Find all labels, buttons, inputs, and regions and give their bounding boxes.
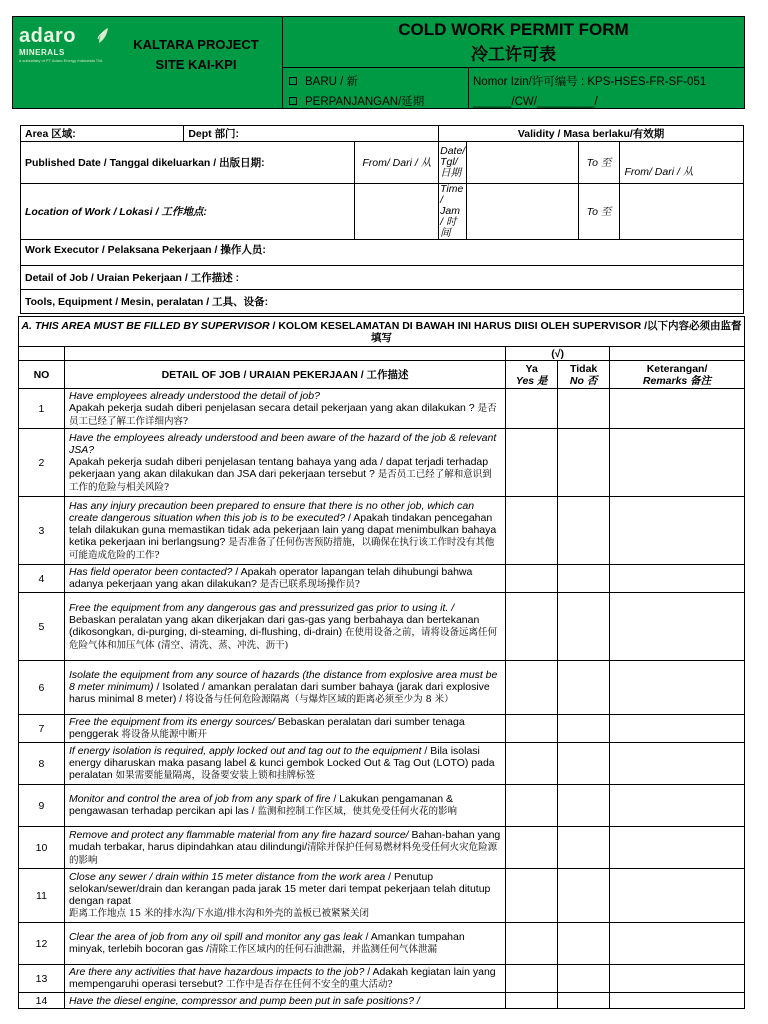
row-desc-id: Apakah pekerja sudah diberi penjelasan tentang bahaya yang ada / dapat terjadi terhadap pekerjaan yang akan dilakukan dan JSA dari pekerjaan tersebut ? [68,455,489,480]
row-desc-cn: 监测和控制工作区域，使其免受任何火花的影响 [257,806,458,817]
logo-tagline: a subsidiary of PT Adaro Energy Indonesia Tbk [19,58,103,63]
option-new-label: BARU / 新 [305,76,359,88]
checkbox-new[interactable] [289,77,297,85]
row-desc-en: Has field operator been contacted? [68,566,233,578]
row-number: 9 [19,785,65,827]
row-number: 4 [19,565,65,593]
row-description [64,429,505,497]
no-cell[interactable] [558,389,610,429]
row-number: 2 [19,429,65,497]
time-field[interactable] [467,184,578,240]
col-remarks-header [610,361,745,389]
row-desc-id: / Amankan tumpahan minyak, terlebih bocoran gas / [68,931,465,955]
published-date-label: Published Date / Tanggal dikeluarkan / 出版日期: [21,142,355,184]
yes-cell[interactable] [506,827,558,869]
to-label-2: To 至 [578,184,620,240]
row-description [64,497,505,565]
leaf-icon [97,27,109,45]
row-description [64,389,505,429]
col-no-answer-header [558,361,610,389]
detail-of-job-field[interactable]: Detail of Job / Uraian Pekerjaan / 工作描述 : [21,266,744,290]
row-description [64,593,505,661]
time-label: Time / Jam / 时间 [439,184,467,240]
row-desc-id: / Lakukan pengamanan & pengawasan terhadap percikan api las / [68,793,454,817]
remarks-cell[interactable] [610,715,745,743]
option-extension[interactable] [289,92,468,112]
no-cell[interactable] [558,827,610,869]
row-desc-en: Isolate the equipment from any source of hazards (the distance from explosive area must be 8 meter minimum) [68,669,498,693]
company-logo [19,25,109,75]
row-description [64,923,505,965]
row-desc-en: Are there any activities that have hazardous impacts to the job? [68,966,365,978]
permit-number-blank[interactable]: ______/CW/_________/ [473,96,598,108]
row-desc-id: / Bila isolasi energy diharuskan maka pasang label & kunci gembok Locked Out & Tag Out (LOTO) pada peralatan [68,745,495,781]
row-number: 5 [19,593,65,661]
row-desc-en: Free the equipment from its energy sources/ [68,716,275,728]
row-desc-cn: 是否准备了任何伤害预防措施，以确保在执行该工作时没有其他可能造成危险的工作? [68,536,495,561]
row-desc-en: Have employees already understood the detail of job? [68,389,320,402]
remarks-cell[interactable] [610,965,745,993]
row-desc-cn: 是否已联系现场操作员? [259,579,360,590]
row-number: 12 [19,923,65,965]
permit-number-label: Nomor Izin/许可编号 : KPS-HSES-FR-SF-051 [473,76,707,88]
permit-info-table [20,125,744,314]
no-cell[interactable] [558,743,610,785]
row-description [64,869,505,923]
row-desc-id: Bebaskan peralatan dari sumber tenaga penggerak [68,716,465,740]
row-desc-id: / Apakah operator lapangan telah dihubungi bahwa adanya pekerjaan yang akan dilakukan? [68,566,473,590]
row-desc-cn: 清除工作区域内的任何石油泄漏，并监测任何气体泄漏 [209,944,438,955]
row-description [64,743,505,785]
logo-brand: adaro [19,25,76,47]
no-cell[interactable] [558,661,610,715]
section-a-banner [19,317,745,347]
row-desc-cn: 是否员工已经了解工作详细内容? [68,402,497,427]
yes-cell[interactable] [506,785,558,827]
yes-cell[interactable] [506,743,558,785]
no-cell[interactable] [558,715,610,743]
blank-cell [19,347,65,361]
row-desc-id: / Penutup selokan/sewer/drain dan kerangan pada jarak 15 meter dari tempat pekerjaan telah ditutup dengan rapat [68,871,491,907]
remarks-cell[interactable] [610,389,745,429]
row-desc-id: / Adakah kegiatan lain yang mempengaruhi operasi tersebut? [68,966,496,990]
supervisor-checklist-table [18,316,745,1009]
yes-cell[interactable] [506,593,558,661]
permit-type-options [283,68,469,108]
form-header [12,16,745,109]
row-desc-cn: 距离工作地点 15 米的排水沟/下水道/排水沟和外壳的盖板已被紧紧关闭 [68,908,369,919]
row-number: 14 [19,993,65,1009]
col-no2: No 否 [569,374,598,387]
remarks-cell[interactable] [610,827,745,869]
row-number: 11 [19,869,65,923]
row-description [64,827,505,869]
yes-cell[interactable] [506,389,558,429]
remarks-cell[interactable] [610,743,745,785]
area-field[interactable]: Area 区域: [21,126,184,142]
tools-equipment-field[interactable]: Tools, Equipment / Mesin, peralatan / 工具、设备: [21,290,744,314]
row-desc-cn: 将设备从能源中断开 [121,729,208,740]
row-desc-id: Apakah pekerja sudah diberi penjelasan secara detail pekerjaan yang akan dilakukan ? [68,401,475,414]
col-ya: Ya [525,362,538,375]
row-number: 3 [19,497,65,565]
yes-cell[interactable] [506,497,558,565]
remarks-cell[interactable] [610,785,745,827]
row-desc-cn: 将设备与任何危险源隔离（与爆炸区域的距离必须至少为 8 米） [185,694,454,705]
row-number: 10 [19,827,65,869]
row-number: 7 [19,715,65,743]
check-mark-header: (√) [506,347,610,361]
row-desc-en: Has any injury precaution been prepared to ensure that there is no other job, which can create dangerous situation when this job is to be executed? [68,499,475,524]
remarks-cell[interactable] [610,429,745,497]
section-a-subtitle: / KOLOM KESELAMATAN DI BAWAH INI HARUS DIISI OLEH SUPERVISOR /以下内容必须由监督填写 [269,319,742,344]
no-cell[interactable] [558,923,610,965]
section-a-title: A. THIS AREA MUST BE FILLED BY SUPERVISOR [21,319,270,332]
row-number: 8 [19,743,65,785]
remarks-cell[interactable] [610,593,745,661]
row-desc-id: / Isolated / amankan peralatan dari sumber bahaya (jarak dari explosive harus minimal 8 meter) / [68,681,490,705]
row-description [64,965,505,993]
no-cell[interactable] [558,497,610,565]
col-remarks: Remarks 备注 [642,374,712,387]
title-english: COLD WORK PERMIT FORM [398,20,629,39]
no-cell[interactable] [558,429,610,497]
no-cell[interactable] [558,869,610,923]
row-desc-en: Have the diesel engine, compressor and pump been put in safe positions? / [68,994,420,1007]
col-no-header: NO [19,361,65,389]
no-cell[interactable] [558,593,610,661]
yes-cell[interactable] [506,429,558,497]
blank-cell [64,347,505,361]
row-desc-cn: 工作中是否存在任何不安全的重大活动? [225,979,393,990]
row-desc-en: If energy isolation is required, apply locked out and tag out to the equipment [68,745,422,757]
col-yes-header [506,361,558,389]
row-desc-en: Free the equipment from any dangerous gas and pressurized gas prior to using it. / [68,601,455,614]
checkbox-extension[interactable] [289,97,297,105]
no-cell[interactable] [558,785,610,827]
col-tidak: Tidak [570,362,598,375]
no-cell[interactable] [558,993,610,1009]
col-detail-header: DETAIL OF JOB / URAIAN PEKERJAAN / 工作描述 [64,361,505,389]
yes-cell[interactable] [506,565,558,593]
to-label-1: To 至 [578,142,620,184]
title-chinese: 冷工许可表 [471,45,556,64]
yes-cell[interactable] [506,715,558,743]
project-line-2: SITE KAI-KPI [155,57,237,72]
yes-cell[interactable] [506,965,558,993]
row-number: 6 [19,661,65,715]
row-number: 13 [19,965,65,993]
yes-cell[interactable] [506,923,558,965]
form-title [283,17,744,68]
row-desc-en: Close any sewer / drain within 15 meter distance from the work area [68,871,386,883]
validity-header: Validity / Masa berlaku/有效期 [439,126,744,142]
row-desc-id: Bahan-bahan yang mudah terbakar, harus dipindahkan atau dilindungi/ [68,828,501,853]
row-desc-en: Remove and protect any flammable material from any fire hazard source/ [68,828,409,841]
remarks-cell[interactable] [610,923,745,965]
row-description [64,715,505,743]
yes-cell[interactable] [506,869,558,923]
row-desc-id: / Apakah tindakan pencegahan telah dilakukan guna memastikan tidak ada pekerjaan lain yang dapat menimbulkan bahaya ketika pekerjaan ini berlangsung? [68,511,497,548]
col-yes: Yes 是 [515,374,548,387]
remarks-cell[interactable] [610,993,745,1009]
permit-number [469,68,744,108]
row-desc-cn: 清除并保护任何易燃材料免受任何火灾危险源的影响 [68,841,498,866]
yes-cell[interactable] [506,661,558,715]
from-label-2: From/ Dari / 从 [620,142,744,184]
row-desc-en: Have the employees already understood and been aware of the hazard of the job & relevant JSA? [68,431,497,456]
option-new[interactable] [289,72,468,92]
row-description [64,565,505,593]
row-description [64,993,505,1009]
work-executor-field[interactable]: Work Executor / Pelaksana Pekerjaan / 操作人员: [21,240,744,266]
time-to-field[interactable] [620,184,744,240]
row-desc-cn: 是否员工已经了解和意识到工作的危险与相关风险? [68,468,492,493]
dept-field[interactable]: Dept 部门: [184,126,439,142]
row-desc-cn: 在使用设备之前，请将设备远离任何危险气体和加压气体 (清空、清洗、蒸、冲洗、沥干) [68,626,498,651]
no-cell[interactable] [558,965,610,993]
from-date-field[interactable] [467,142,578,184]
date-label: Date/ Tgl/日期 [439,142,467,184]
row-description [64,785,505,827]
remarks-cell[interactable] [610,661,745,715]
row-desc-cn: 如果需要能量隔离，设备要安装上锁和挂牌标签 [115,770,316,781]
row-desc-id: Bebaskan peralatan yang akan dikerjakan dari gas-gas yang berbahaya dan bertekanan (dikosongkan, di-purging, di-steaming, di-flushing, di-drain) [68,613,480,638]
no-cell[interactable] [558,565,610,593]
yes-cell[interactable] [506,993,558,1009]
col-ket: Keterangan/ [646,362,708,375]
remarks-cell[interactable] [610,565,745,593]
header-left [13,17,283,108]
location-field[interactable] [355,184,439,240]
project-line-1: KALTARA PROJECT [133,37,259,52]
row-description [64,661,505,715]
logo-sub: MINERALS [19,48,65,57]
row-number: 1 [19,389,65,429]
from-label-1: From/ Dari / 从 [355,142,439,184]
option-extension-label: PERPANJANGAN/延期 [305,96,425,108]
remarks-cell[interactable] [610,869,745,923]
blank-cell [610,347,745,361]
location-label: Location of Work / Lokasi / 工作地点: [21,184,355,240]
row-desc-en: Monitor and control the area of job from any spark of fire [68,793,331,805]
header-right [283,17,744,108]
project-name [121,35,271,75]
row-desc-en: Clear the area of job from any oil spill and monitor any gas leak [68,931,363,943]
remarks-cell[interactable] [610,497,745,565]
